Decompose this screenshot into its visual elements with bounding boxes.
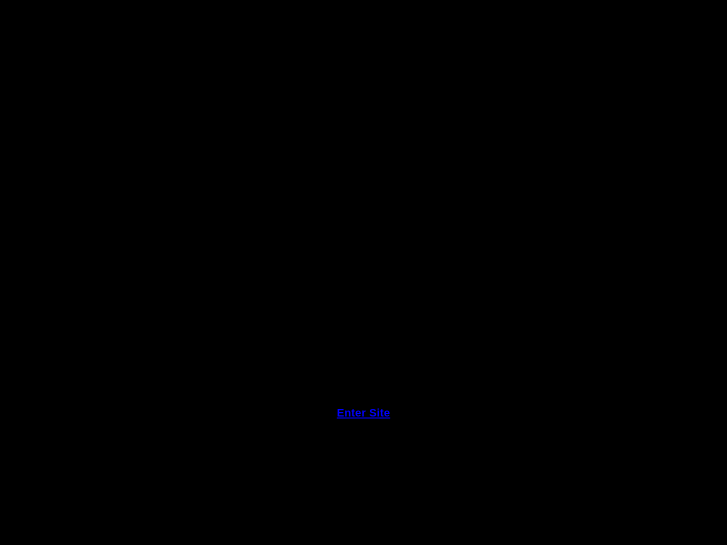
enter-site-link[interactable]: Enter Site [336, 407, 391, 420]
